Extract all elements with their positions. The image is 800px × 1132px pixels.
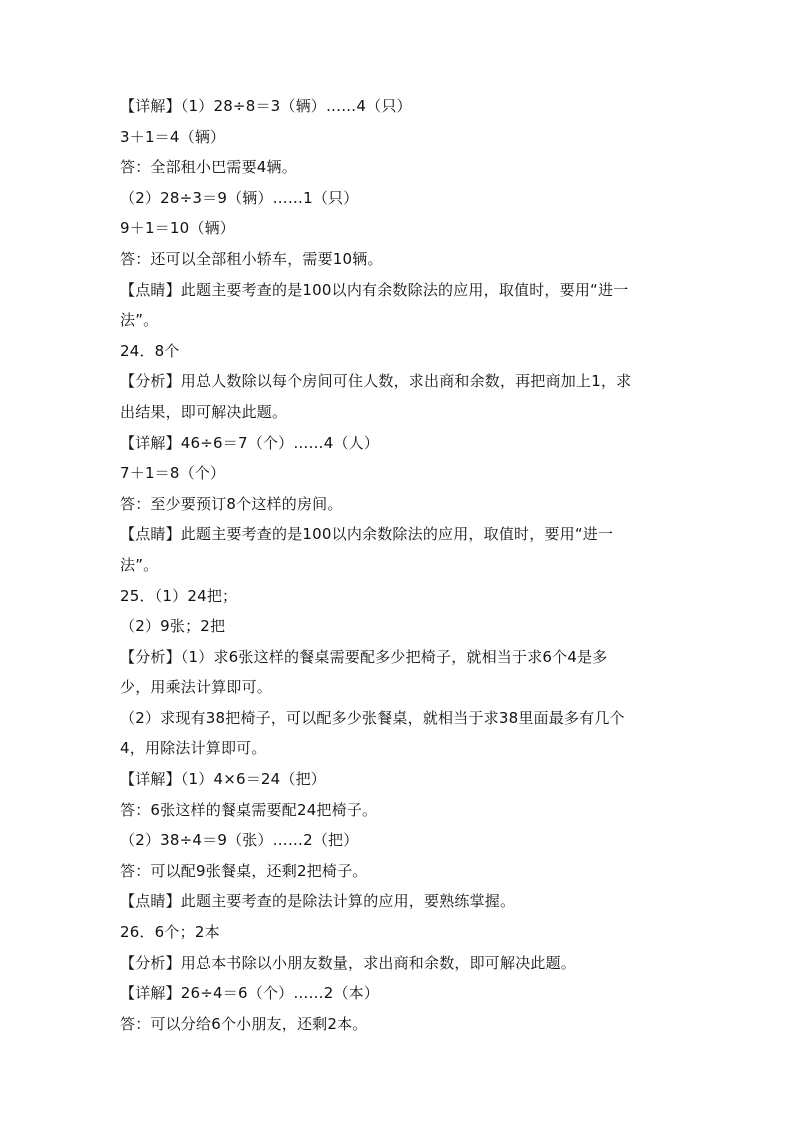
text-line: （2）9张；2把 [120,617,226,636]
document-body [120,91,680,1039]
text-line: 答：至少要预订8个这样的房间。 [120,494,343,513]
text-line: 答：还可以全部租小轿车，需要10辆。 [120,249,383,268]
text-line: 【分析】（1）求6张这样的餐桌需要配多少把椅子，就相当于求6个4是多 [120,647,608,666]
text-line: 答：可以配9张餐桌，还剩2把椅子。 [120,861,368,880]
text-line: （2）求现有38把椅子，可以配多少张餐桌，就相当于求38里面最多有几个 [120,708,625,727]
text-line: 7＋1＝8（个） [120,464,226,483]
text-line: 【详解】26÷4＝6（个）……2（本） [120,984,380,1003]
text-line: 少，用乘法计算即可。 [120,678,273,697]
text-line: 答：可以分给6个小朋友，还剩2本。 [120,1014,368,1033]
text-line: 答：6张这样的餐桌需要配24把椅子。 [120,800,378,819]
text-line: 4，用除法计算即可。 [120,739,267,758]
question-heading: 26．6个；2本 [120,923,220,942]
text-line: 9＋1＝10（辆） [120,219,235,238]
text-line: （2）28÷3＝9（辆）……1（只） [120,188,359,207]
text-line: 法”。 [120,311,159,330]
text-line: 3＋1＝4（辆） [120,127,226,146]
text-line: 【点睛】此题主要考查的是除法计算的应用，要熟练掌握。 [120,892,516,911]
text-line: 【详解】46÷6＝7（个）……4（人） [120,433,380,452]
text-line: （2）38÷4＝9（张）……2（把） [120,831,359,850]
text-line: 出结果，即可解决此题。 [120,402,288,421]
text-line: 【分析】用总人数除以每个房间可住人数，求出商和余数，再把商加上1，求 [120,372,632,391]
text-line: 法”。 [120,555,159,574]
question-heading: 25．（1）24把； [120,586,238,605]
text-line: 【详解】（1）4×6＝24（把） [120,770,326,789]
text-line: 【分析】用总本书除以小朋友数量，求出商和余数，即可解决此题。 [120,953,577,972]
text-line: 答：全部租小巴需要4辆。 [120,158,297,177]
text-line: 【详解】（1）28÷8＝3（辆）……4（只） [120,97,412,115]
text-line: 【点睛】此题主要考查的是100以内有余数除法的应用，取值时，要用“进一 [120,280,629,299]
text-line: 【点睛】此题主要考查的是100以内余数除法的应用，取值时，要用“进一 [120,525,614,544]
question-heading: 24．8个 [120,341,180,360]
